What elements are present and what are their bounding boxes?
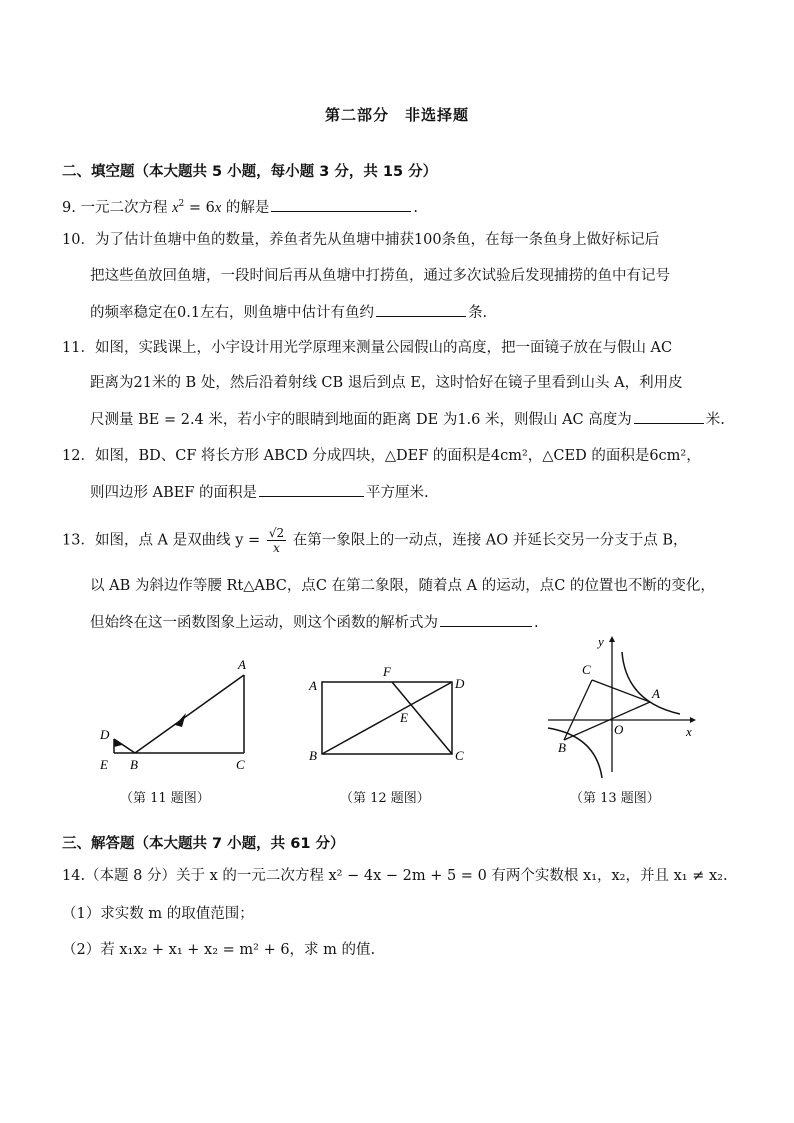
fig13-label-y: y: [598, 634, 604, 649]
section-3-heading: 三、解答题（本大题共 7 小题，共 61 分）: [62, 836, 345, 852]
q13-line3: [90, 612, 539, 633]
figure-11: [90, 655, 260, 775]
q9-prefix: 9. 一元二次方程: [62, 199, 168, 216]
q13-line2: 以 AB 为斜边作等腰 Rt△ABC，点C 在第二象限，随着点 A 的运动，点C 的位置也不断的变化，: [90, 578, 715, 594]
fig11-label-b: B: [130, 757, 138, 772]
q11-line3a: 尺测量 BE = 2.4 米，若小宇的眼睛到地面的距离 DE 为1.6 米，则假山 AC 高度为: [90, 412, 632, 428]
figure-12: [305, 660, 475, 770]
fig13-label-x: x: [686, 724, 692, 739]
fig12-caption: （第 12 题图）: [340, 791, 430, 806]
q14-part2: （2）若 x₁x₂ + x₁ + x₂ = m² + 6，求 m 的值.: [62, 942, 376, 958]
q13-line1b: 在第一象限上的一动点，连接 AO 并延长交另一分支于点 B，: [292, 532, 688, 549]
fig12-label-f: F: [383, 664, 391, 679]
q11-line3: [90, 409, 725, 430]
fig13-label-c: C: [582, 662, 591, 677]
q13-line3b: .: [534, 615, 539, 631]
fig13-x-arrow: [690, 717, 696, 723]
q13-line1a: 13．如图，点 A 是双曲线 y =: [62, 532, 261, 549]
fig12-label-e: E: [400, 710, 408, 725]
fig13-y-arrow: [609, 636, 615, 642]
fig11-label-c: C: [236, 757, 245, 772]
fig12-label-d: D: [455, 676, 465, 691]
q9-end: .: [413, 199, 418, 216]
fig11-label-e: E: [100, 757, 108, 772]
fig13-label-a: A: [652, 686, 660, 701]
q14-part1: （1）求实数 m 的取值范围；: [62, 906, 254, 922]
q10-line3b: 条.: [468, 305, 488, 321]
q10-line3a: 的频率稳定在0.1左右，则鱼塘中估计有鱼约: [90, 305, 375, 321]
q10-answer-blank[interactable]: [376, 302, 466, 317]
fig13-label-b: B: [558, 740, 566, 755]
fig13-segment-ca: [592, 680, 650, 702]
q9-suffix: 的解是: [225, 199, 270, 216]
q12-line2a: 则四边形 ABEF 的面积是: [90, 485, 257, 501]
fig13-hyperbola-branch-1: [622, 652, 680, 714]
section-2-heading: 二、填空题（本大题共 5 小题，每小题 3 分，共 15 分）: [62, 164, 438, 180]
fig12-line-bd: [322, 682, 452, 754]
q11-line2: 距离为21米的 B 处，然后沿着射线 CB 退后到点 E，这时恰好在镜子里看到山头 A，利用皮: [90, 375, 683, 391]
question-9: 9. 一元二次方程 $x^2 = 6x$ 的解是 .: [62, 194, 418, 218]
q13-line1: [62, 526, 688, 555]
figure-13: [540, 632, 700, 782]
q13-fraction: [267, 526, 286, 555]
q10-line2: 把这些鱼放回鱼塘，一段时间后再从鱼塘中打捞鱼，通过多次试验后发现捕捞的鱼中有记号: [90, 268, 670, 284]
fig11-label-a: A: [238, 657, 246, 672]
q13-frac-num: √2: [268, 526, 285, 540]
q12-line2b: 平方厘米.: [366, 485, 429, 501]
fig11-label-d: D: [100, 727, 110, 742]
fig13-segment-ab: [564, 702, 650, 740]
fig13-caption: （第 13 题图）: [570, 791, 660, 806]
q13-answer-blank[interactable]: [440, 612, 532, 627]
fig11-arrow-head: [175, 713, 186, 727]
fig12-label-b: B: [309, 748, 317, 763]
q11-line3b: 米.: [705, 412, 725, 428]
page-title: 第二部分 非选择题: [324, 106, 469, 124]
fig13-label-o: O: [614, 722, 624, 737]
fig11-caption: （第 11 题图）: [120, 791, 210, 806]
q10-line1: 10．为了估计鱼塘中鱼的数量，养鱼者先从鱼塘中捕获100条鱼，在每一条鱼身上做好标记后: [62, 232, 660, 248]
q10-line3: [90, 302, 487, 323]
fig11-ray-ab: [135, 675, 244, 753]
q11-line1: 11．如图，实践课上，小宇设计用光学原理来测量公园假山的高度，把一面镜子放在与假山 AC: [62, 340, 673, 356]
q13-frac-den: x: [273, 541, 280, 555]
fig13-segment-cb: [564, 680, 592, 740]
fig12-label-a: A: [309, 678, 317, 693]
q9-answer-blank[interactable]: [271, 197, 411, 212]
q13-line3a: 但始终在这一函数图象上运动，则这个函数的解析式为: [90, 615, 438, 631]
q14-line1: 14.（本题 8 分）关于 x 的一元二次方程 x² − 4x − 2m + 5 = 0 有两个实数根 x₁，x₂，并且 x₁ ≠ x₂.: [62, 868, 728, 884]
q12-line1: 12．如图，BD、CF 将长方形 ABCD 分成四块，△DEF 的面积是4cm²，△CED 的面积是6cm²，: [62, 448, 701, 464]
fig12-label-c: C: [455, 748, 464, 763]
q12-line2: [90, 482, 429, 503]
q11-answer-blank[interactable]: [634, 409, 704, 424]
q12-answer-blank[interactable]: [259, 482, 364, 497]
